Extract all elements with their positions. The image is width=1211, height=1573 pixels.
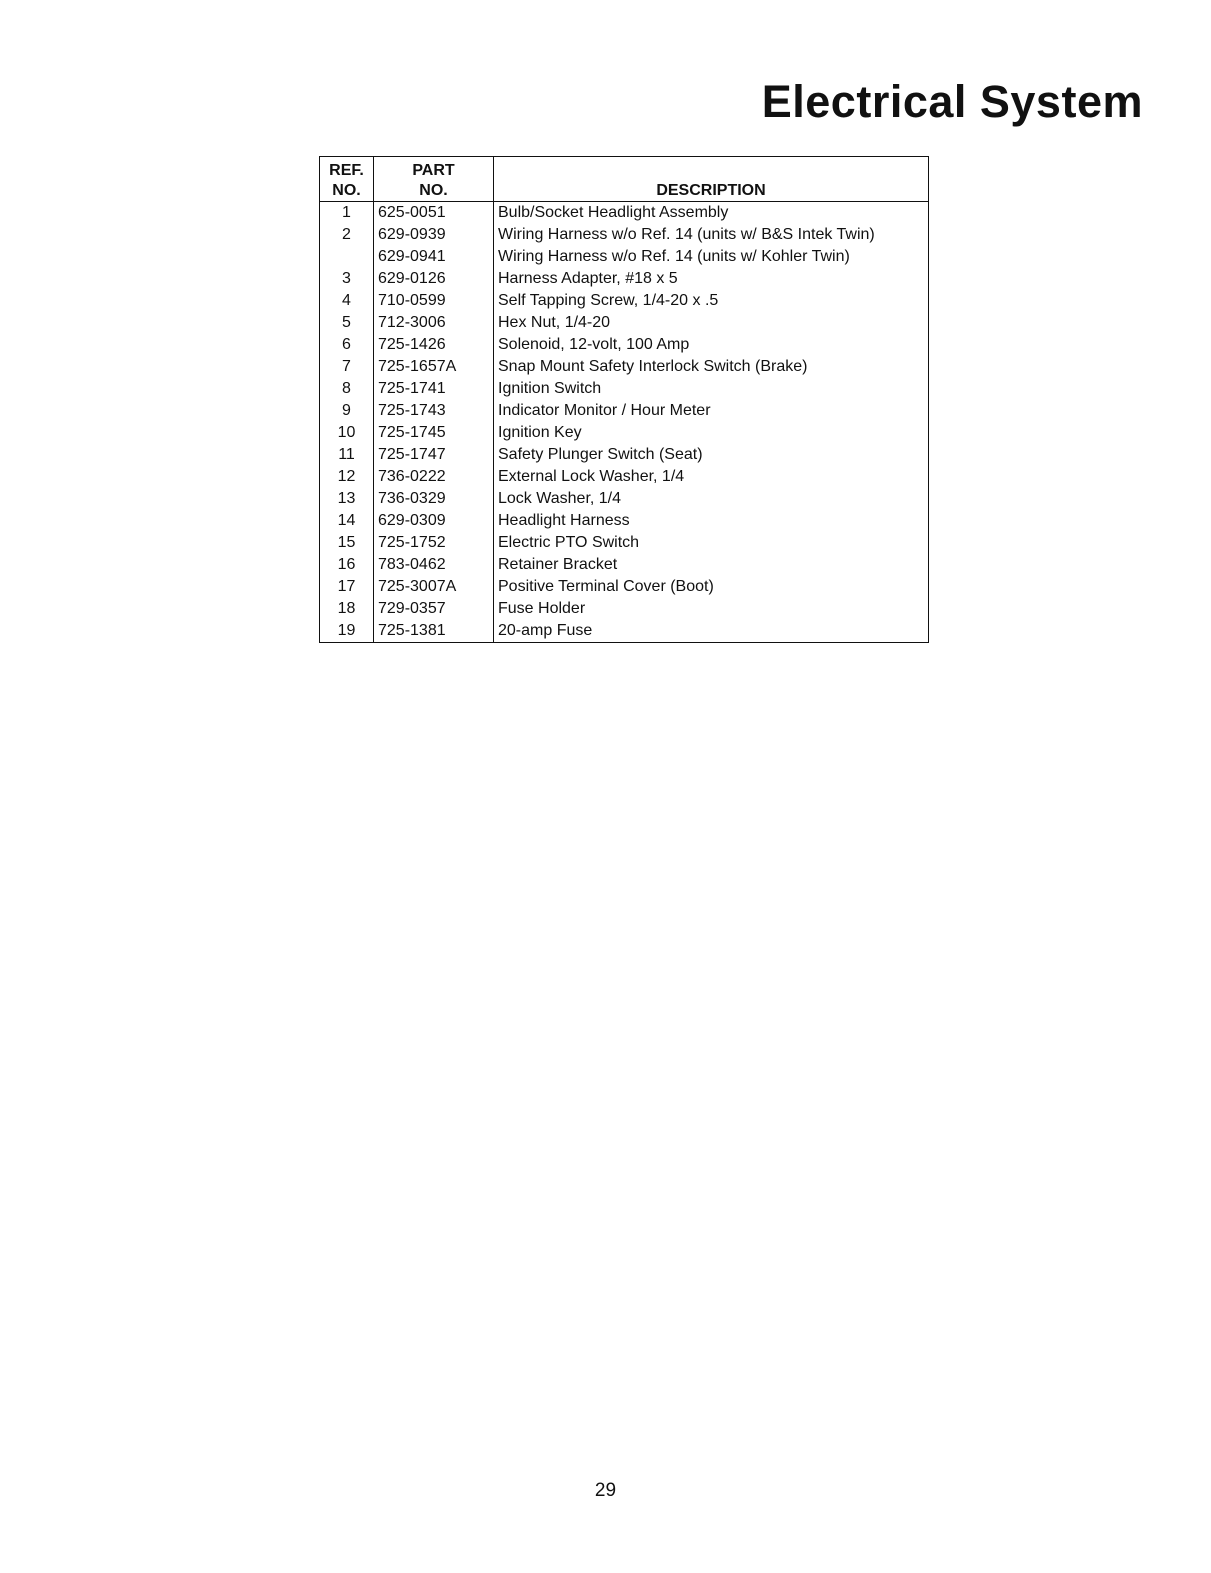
description-cell: Wiring Harness w/o Ref. 14 (units w/ B&S Intek Twin)	[494, 224, 929, 246]
part-no-cell: 629-0941	[374, 246, 494, 268]
description-cell: 20-amp Fuse	[494, 620, 929, 643]
ref-no-cell: 5	[342, 314, 351, 331]
table-row	[320, 598, 929, 620]
description-cell: Headlight Harness	[494, 510, 929, 532]
parts-table-header	[320, 157, 929, 202]
ref-no-cell: 4	[342, 292, 351, 309]
table-row	[320, 488, 929, 510]
header-ref-line1: REF.	[329, 162, 364, 179]
description-cell: Wiring Harness w/o Ref. 14 (units w/ Kohler Twin)	[494, 246, 929, 268]
table-row	[320, 400, 929, 422]
ref-no-cell	[320, 246, 374, 268]
part-no-cell: 725-1747	[374, 444, 494, 466]
part-no-cell: 725-1752	[374, 532, 494, 554]
description-cell: Fuse Holder	[494, 598, 929, 620]
table-row	[320, 510, 929, 532]
part-no-cell: 725-1741	[374, 378, 494, 400]
part-no-cell: 725-1426	[374, 334, 494, 356]
description-cell: Retainer Bracket	[494, 554, 929, 576]
description-cell: Positive Terminal Cover (Boot)	[494, 576, 929, 598]
header-part-line2: NO.	[419, 182, 448, 199]
ref-no-cell: 19	[337, 622, 356, 639]
description-cell: Electric PTO Switch	[494, 532, 929, 554]
description-cell: Snap Mount Safety Interlock Switch (Brake)	[494, 356, 929, 378]
part-no-cell: 629-0126	[374, 268, 494, 290]
part-no-cell: 725-1745	[374, 422, 494, 444]
table-row	[320, 444, 929, 466]
description-cell: Bulb/Socket Headlight Assembly	[494, 202, 929, 225]
table-row	[320, 202, 929, 225]
header-part-no	[374, 157, 494, 202]
part-no-cell: 725-1381	[374, 620, 494, 643]
table-row	[320, 554, 929, 576]
part-no-cell: 629-0939	[374, 224, 494, 246]
table-row	[320, 422, 929, 444]
part-no-cell: 725-1657A	[374, 356, 494, 378]
description-cell: Indicator Monitor / Hour Meter	[494, 400, 929, 422]
parts-table-body	[320, 202, 929, 643]
description-cell: Hex Nut, 1/4-20	[494, 312, 929, 334]
table-row	[320, 246, 929, 268]
description-cell: Self Tapping Screw, 1/4-20 x .5	[494, 290, 929, 312]
table-row	[320, 224, 929, 246]
part-no-cell: 629-0309	[374, 510, 494, 532]
part-no-cell: 625-0051	[374, 202, 494, 225]
ref-no-cell: 6	[342, 336, 351, 353]
parts-table	[319, 156, 929, 643]
ref-no-cell: 10	[337, 424, 356, 441]
table-row	[320, 290, 929, 312]
table-row	[320, 334, 929, 356]
header-part-line1: PART	[412, 162, 455, 179]
table-row	[320, 268, 929, 290]
table-row	[320, 312, 929, 334]
description-cell: External Lock Washer, 1/4	[494, 466, 929, 488]
ref-no-cell: 8	[342, 380, 351, 397]
description-cell: Solenoid, 12-volt, 100 Amp	[494, 334, 929, 356]
ref-no-cell: 1	[342, 204, 351, 221]
table-row	[320, 620, 929, 643]
table-row	[320, 378, 929, 400]
part-no-cell: 783-0462	[374, 554, 494, 576]
part-no-cell: 736-0222	[374, 466, 494, 488]
header-description: DESCRIPTION	[494, 157, 929, 202]
part-no-cell: 725-1743	[374, 400, 494, 422]
page-number: 29	[594, 1480, 617, 1501]
part-no-cell: 710-0599	[374, 290, 494, 312]
description-cell: Safety Plunger Switch (Seat)	[494, 444, 929, 466]
table-row	[320, 532, 929, 554]
ref-no-cell: 2	[342, 226, 351, 243]
ref-no-cell: 11	[338, 446, 355, 463]
table-row	[320, 576, 929, 598]
ref-no-cell: 12	[337, 468, 356, 485]
part-no-cell: 712-3006	[374, 312, 494, 334]
table-row	[320, 356, 929, 378]
table-row	[320, 466, 929, 488]
description-cell: Harness Adapter, #18 x 5	[494, 268, 929, 290]
description-cell: Lock Washer, 1/4	[494, 488, 929, 510]
part-no-cell: 736-0329	[374, 488, 494, 510]
ref-no-cell: 7	[342, 358, 351, 375]
header-ref-no	[320, 157, 374, 202]
part-no-cell: 725-3007A	[374, 576, 494, 598]
part-no-cell: 729-0357	[374, 598, 494, 620]
ref-no-cell: 17	[337, 578, 356, 595]
ref-no-cell: 14	[337, 512, 356, 529]
ref-no-cell: 13	[337, 490, 356, 507]
ref-no-cell: 18	[337, 600, 356, 617]
ref-no-cell: 15	[337, 534, 356, 551]
ref-no-cell: 16	[337, 556, 356, 573]
page-title: Electrical System	[761, 76, 1143, 127]
description-cell: Ignition Key	[494, 422, 929, 444]
description-cell: Ignition Switch	[494, 378, 929, 400]
header-ref-line2: NO.	[332, 182, 361, 199]
ref-no-cell: 9	[342, 402, 351, 419]
ref-no-cell: 3	[342, 270, 351, 287]
